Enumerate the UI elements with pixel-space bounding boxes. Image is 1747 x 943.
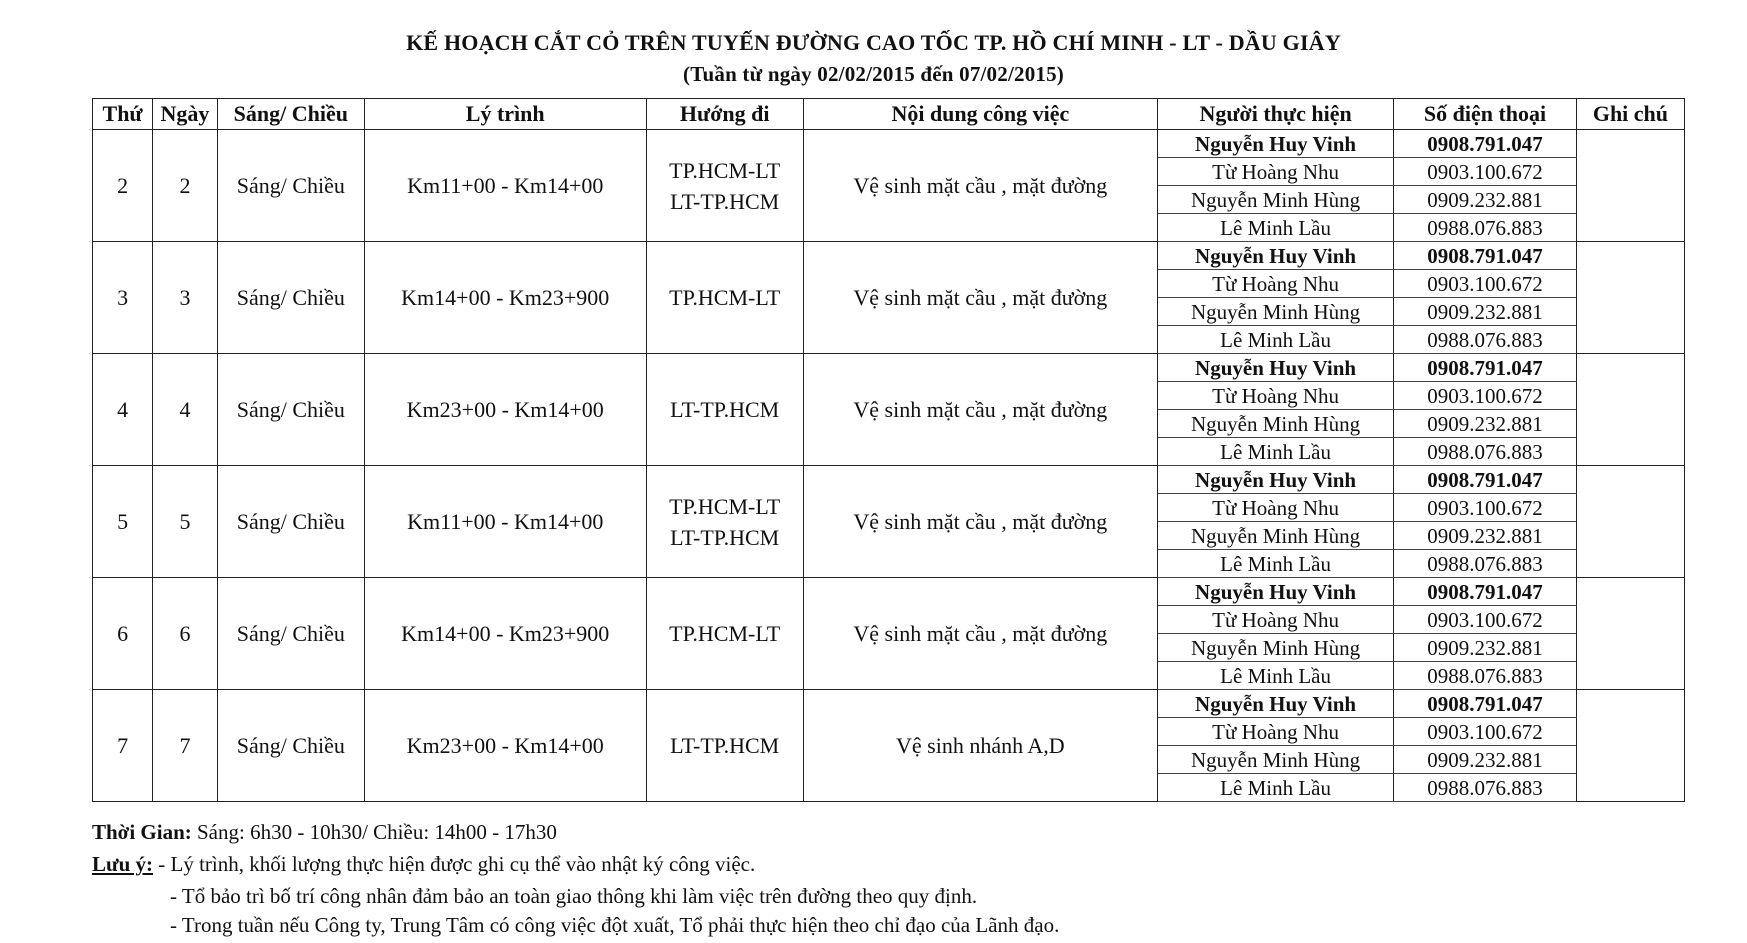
cell-ngay: 4 [153,354,218,466]
cell-person-name: Lê Minh Lầu [1158,550,1394,578]
cell-ghi-chu [1576,578,1684,690]
table-row [93,242,1685,270]
cell-person-phone: 0903.100.672 [1394,494,1577,522]
cell-person-phone: 0909.232.881 [1394,410,1577,438]
cell-person-phone: 0903.100.672 [1394,158,1577,186]
cell-person-phone: 0909.232.881 [1394,522,1577,550]
header-nguoi-thuc-hien: Người thực hiện [1158,99,1394,130]
table-body [93,130,1685,802]
cell-huong-di [646,578,803,690]
cell-huong-di [646,354,803,466]
header-ly-trinh: Lý trình [364,99,646,130]
time-label: Thời Gian: [92,820,192,844]
direction-line: TP.HCM-LT [669,157,781,183]
direction-line: LT-TP.HCM [670,188,780,214]
cell-person-phone: 0988.076.883 [1394,214,1577,242]
cell-buoi: Sáng/ Chiều [217,690,364,802]
cell-ly-trinh: Km14+00 - Km23+900 [364,242,646,354]
cell-ly-trinh: Km11+00 - Km14+00 [364,466,646,578]
table-header-row [93,99,1685,130]
cell-huong-di [646,242,803,354]
cell-ngay: 3 [153,242,218,354]
cell-thu: 2 [93,130,153,242]
cell-person-name: Nguyễn Huy Vinh [1158,690,1394,718]
direction-line: LT-TP.HCM [670,733,780,758]
cell-ngay: 2 [153,130,218,242]
direction-line: TP.HCM-LT [669,285,781,310]
cell-thu: 7 [93,690,153,802]
cell-ly-trinh: Km14+00 - Km23+900 [364,578,646,690]
cell-noi-dung: Vệ sinh mặt cầu , mặt đường [803,354,1157,466]
cell-ghi-chu [1576,690,1684,802]
cell-ngay: 5 [153,466,218,578]
time-text: Sáng: 6h30 - 10h30/ Chiều: 14h00 - 17h30 [191,820,557,844]
table-row [93,690,1685,718]
cell-person-phone: 0908.791.047 [1394,690,1577,718]
cell-person-phone: 0909.232.881 [1394,186,1577,214]
cell-thu: 4 [93,354,153,466]
cell-person-name: Từ Hoàng Nhu [1158,158,1394,186]
footer-time [92,820,557,845]
cell-thu: 5 [93,466,153,578]
cell-thu: 6 [93,578,153,690]
cell-person-phone: 0908.791.047 [1394,130,1577,158]
schedule-table [92,98,1685,802]
cell-person-phone: 0908.791.047 [1394,354,1577,382]
cell-person-name: Nguyễn Minh Hùng [1158,634,1394,662]
cell-huong-di [646,130,803,242]
cell-person-phone: 0908.791.047 [1394,242,1577,270]
cell-ngay: 6 [153,578,218,690]
footer-note-3: - Trong tuần nếu Công ty, Trung Tâm có công việc đột xuất, Tổ phải thực hiện theo chỉ đạo của Lãnh đạo. [170,913,1060,937]
note-text-1: - Lý trình, khối lượng thực hiện được ghi cụ thể vào nhật ký công việc. [153,852,756,876]
cell-person-name: Lê Minh Lầu [1158,662,1394,690]
cell-person-phone: 0988.076.883 [1394,550,1577,578]
cell-person-name: Nguyễn Minh Hùng [1158,186,1394,214]
cell-buoi: Sáng/ Chiều [217,242,364,354]
cell-buoi: Sáng/ Chiều [217,578,364,690]
cell-person-name: Nguyễn Minh Hùng [1158,410,1394,438]
cell-noi-dung: Vệ sinh mặt cầu , mặt đường [803,466,1157,578]
header-huong-di: Hướng đi [646,99,803,130]
cell-person-name: Lê Minh Lầu [1158,438,1394,466]
cell-ghi-chu [1576,466,1684,578]
cell-ngay: 7 [153,690,218,802]
cell-noi-dung: Vệ sinh mặt cầu , mặt đường [803,242,1157,354]
cell-buoi: Sáng/ Chiều [217,130,364,242]
direction-line: TP.HCM-LT [669,621,781,646]
direction-line: LT-TP.HCM [670,397,780,422]
cell-person-phone: 0908.791.047 [1394,466,1577,494]
cell-huong-di [646,466,803,578]
cell-person-name: Từ Hoàng Nhu [1158,494,1394,522]
footer-note-2: - Tổ bảo trì bố trí công nhân đảm bảo an toàn giao thông khi làm việc trên đường theo quy định. [170,884,978,908]
direction-line: TP.HCM-LT [669,493,781,519]
header-thu: Thứ [93,99,153,130]
header-buoi: Sáng/ Chiều [217,99,364,130]
cell-noi-dung: Vệ sinh mặt cầu , mặt đường [803,578,1157,690]
cell-person-name: Nguyễn Huy Vinh [1158,578,1394,606]
cell-person-phone: 0903.100.672 [1394,718,1577,746]
cell-person-phone: 0909.232.881 [1394,746,1577,774]
cell-person-name: Nguyễn Minh Hùng [1158,522,1394,550]
cell-buoi: Sáng/ Chiều [217,466,364,578]
cell-person-name: Nguyễn Huy Vinh [1158,242,1394,270]
cell-person-name: Từ Hoàng Nhu [1158,606,1394,634]
direction-line: LT-TP.HCM [670,524,780,550]
cell-ly-trinh: Km11+00 - Km14+00 [364,130,646,242]
cell-person-name: Từ Hoàng Nhu [1158,718,1394,746]
cell-person-phone: 0988.076.883 [1394,662,1577,690]
cell-person-phone: 0903.100.672 [1394,606,1577,634]
cell-person-phone: 0909.232.881 [1394,634,1577,662]
cell-person-name: Lê Minh Lầu [1158,326,1394,354]
table-row [93,130,1685,158]
cell-person-phone: 0988.076.883 [1394,326,1577,354]
table-row [93,578,1685,606]
header-ghi-chu: Ghi chú [1576,99,1684,130]
document-subtitle: (Tuần từ ngày 02/02/2015 đến 07/02/2015) [683,62,1064,86]
cell-person-phone: 0909.232.881 [1394,298,1577,326]
header-noi-dung: Nội dung công việc [803,99,1157,130]
cell-person-phone: 0908.791.047 [1394,578,1577,606]
cell-person-name: Từ Hoàng Nhu [1158,270,1394,298]
cell-huong-di [646,690,803,802]
cell-ghi-chu [1576,242,1684,354]
cell-buoi: Sáng/ Chiều [217,354,364,466]
cell-person-name: Nguyễn Minh Hùng [1158,298,1394,326]
footer-note-1 [92,852,755,877]
cell-person-name: Nguyễn Huy Vinh [1158,354,1394,382]
cell-person-phone: 0988.076.883 [1394,438,1577,466]
cell-thu: 3 [93,242,153,354]
cell-person-phone: 0903.100.672 [1394,382,1577,410]
note-label: Lưu ý: [92,852,154,876]
cell-person-name: Lê Minh Lầu [1158,774,1394,802]
cell-person-name: Nguyễn Huy Vinh [1158,466,1394,494]
cell-person-name: Từ Hoàng Nhu [1158,382,1394,410]
cell-ly-trinh: Km23+00 - Km14+00 [364,354,646,466]
table-row [93,354,1685,382]
cell-ghi-chu [1576,354,1684,466]
cell-ly-trinh: Km23+00 - Km14+00 [364,690,646,802]
header-ngay: Ngày [153,99,218,130]
document-title: KẾ HOẠCH CẮT CỎ TRÊN TUYẾN ĐƯỜNG CAO TỐC TP. HỒ CHÍ MINH - LT - DẦU GIÂY [406,30,1341,55]
header-so-dien-thoai: Số điện thoại [1394,99,1577,130]
cell-person-phone: 0988.076.883 [1394,774,1577,802]
cell-noi-dung: Vệ sinh nhánh A,D [803,690,1157,802]
cell-noi-dung: Vệ sinh mặt cầu , mặt đường [803,130,1157,242]
cell-person-name: Nguyễn Minh Hùng [1158,746,1394,774]
cell-person-name: Lê Minh Lầu [1158,214,1394,242]
cell-person-phone: 0903.100.672 [1394,270,1577,298]
cell-ghi-chu [1576,130,1684,242]
cell-person-name: Nguyễn Huy Vinh [1158,130,1394,158]
table-row [93,466,1685,494]
